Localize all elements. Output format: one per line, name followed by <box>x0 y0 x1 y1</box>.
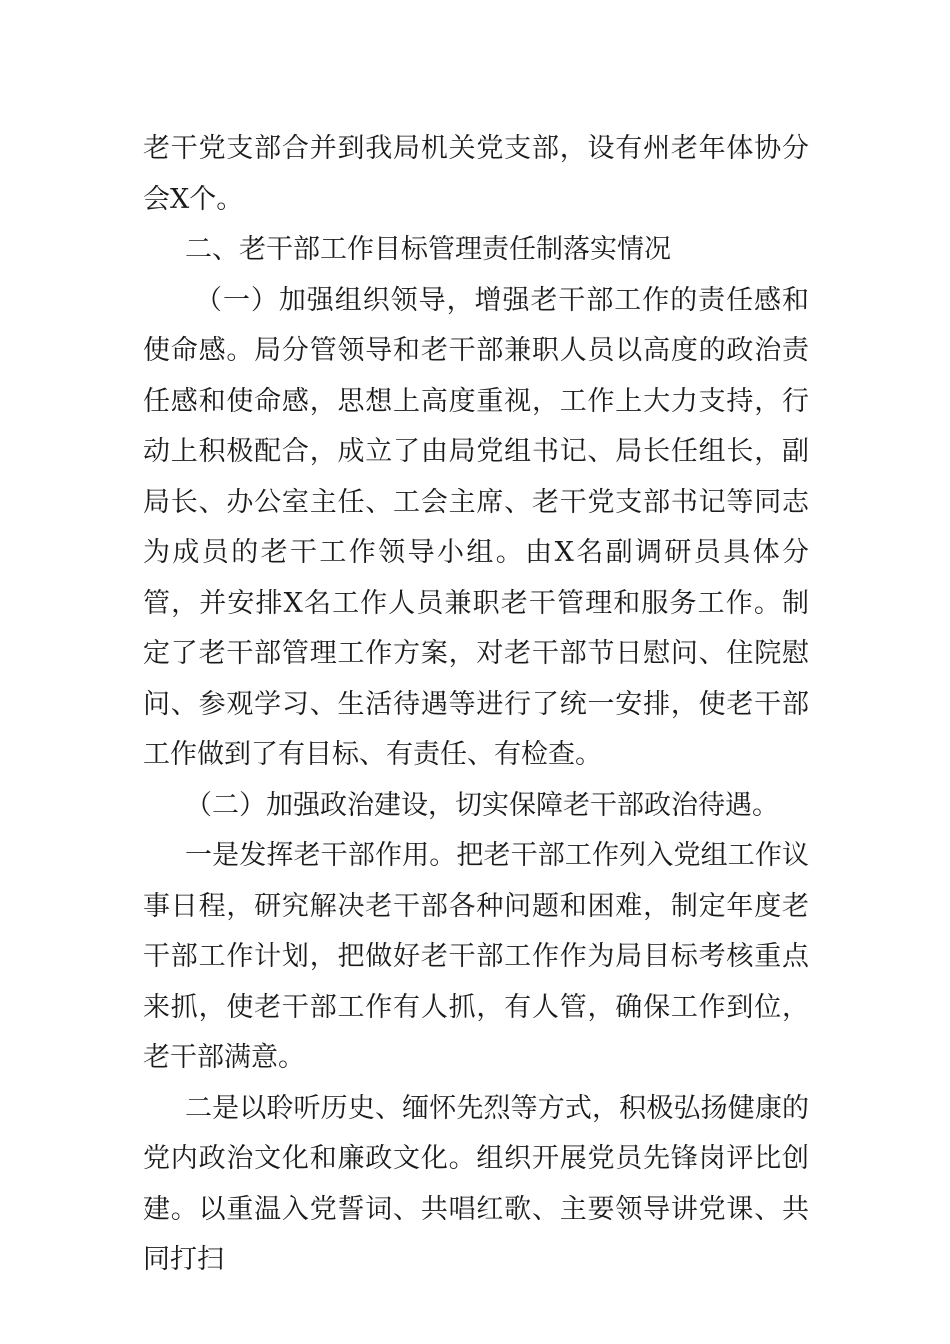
point-two-paragraph: 二是以聆听历史、缅怀先烈等方式，积极弘扬健康的党内政治文化和廉政文化。组织开展党员先锋岗评比创建。以重温入党誓词、共唱红歌、主要领导讲党课、共同打扫 <box>143 1092 809 1275</box>
point-one-paragraph: 一是发挥老干部作用。把老干部工作列入党组工作议事日程，研究解决老干部各种问题和困难，制定年度老干部工作计划，把做好老干部工作作为局目标考核重点来抓，使老干部工作有人抓，有人管，确保工作到位，老干部满意。 <box>143 840 809 1073</box>
section-heading-2: 二、老干部工作目标管理责任制落实情况 <box>185 234 671 265</box>
subsection-2-heading: （二）加强政治建设，切实保障老干部政治待遇。 <box>185 789 779 821</box>
paragraph-continuation: 老干党支部合并到我局机关党支部，设有州老年体协分会X个。 <box>143 133 809 215</box>
document-body <box>143 124 809 1286</box>
subsection-1-paragraph: （一）加强组织领导，增强老干部工作的责任感和使命感。局分管领导和老干部兼职人员以高度的政治责任感和使命感，思想上高度重视，工作上大力支持，行动上积极配合，成立了由局党组书记、局长任组长，副局长、办公室主任、工会主席、老干党支部书记等同志为成员的老干工作领导小组。由X名副调研员具体分管，并安排X名工作人员兼职老干管理和服务工作。制定了老干部管理工作方案，对老干部节日慰问、住院慰问、参观学习、生活待遇等进行了统一安排，使老干部工作做到了有目标、有责任、有检查。 <box>143 284 809 770</box>
